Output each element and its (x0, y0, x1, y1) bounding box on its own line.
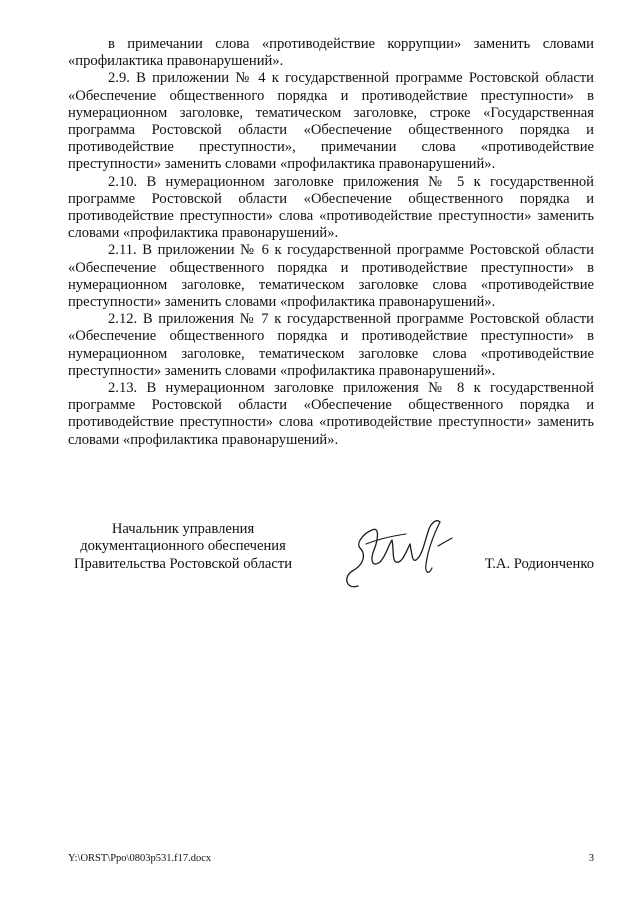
paragraph-2-11: 2.11. В приложении № 6 к государственной программе Ростовской области «Обеспечение общественного порядка и противодействие преступности» в нумерационном заголовке, тематическом заголовке слова «противодействие преступности» заменить словами «профилактика правонарушений». (68, 242, 594, 311)
position-line-1: Начальник управления (111, 521, 255, 537)
position-line-2: документационного обеспечения (80, 538, 286, 555)
signer-name: Т.А. Родионченко (484, 556, 594, 572)
paragraph-continuation: в примечании слова «противодействие коррупции» заменить словами «профилактика правонарушений». (68, 36, 594, 70)
paragraph-2-9: 2.9. В приложении № 4 к государственной программе Ростовской области «Обеспечение общественного порядка и противодействие преступности» в нумерационном заголовке, тематическом заголовке, строке «Государственная программа Ростовской области «Обеспечение общественного порядка и противодействие преступности», примечании слова «противодействие преступности» заменить словами «профилактика правонарушений». (68, 70, 594, 173)
signatory-position (68, 521, 298, 573)
paragraph-2-12: 2.12. В приложения № 7 к государственной программе Ростовской области «Обеспечение общественного порядка и противодействие преступности» в нумерационном заголовке, тематическом заголовке слова «противодействие преступности» заменить словами «профилактика правонарушений». (68, 311, 594, 379)
position-line-3: Правительства Ростовской области (73, 555, 293, 572)
document-body (68, 36, 594, 449)
paragraph-2-10: 2.10. В нумерационном заголовке приложения № 5 к государственной программе Ростовской области «Обеспечение общественного порядка и противодействие преступности» слова «противодействие преступности» заменить словами «профилактика правонарушений». (68, 173, 594, 242)
handwritten-signature (336, 510, 456, 594)
paragraph-2-13: 2.13. В нумерационном заголовке приложения № 8 к государственной программе Ростовской области «Обеспечение общественного порядка и противодействие преступности» слова «противодействие преступности» заменить словами «профилактика правонарушений». (68, 380, 594, 448)
footer-file-path: Y:\ORST\Ppo\0803p531.f17.docx (68, 853, 212, 864)
page-number: 3 (588, 853, 594, 864)
